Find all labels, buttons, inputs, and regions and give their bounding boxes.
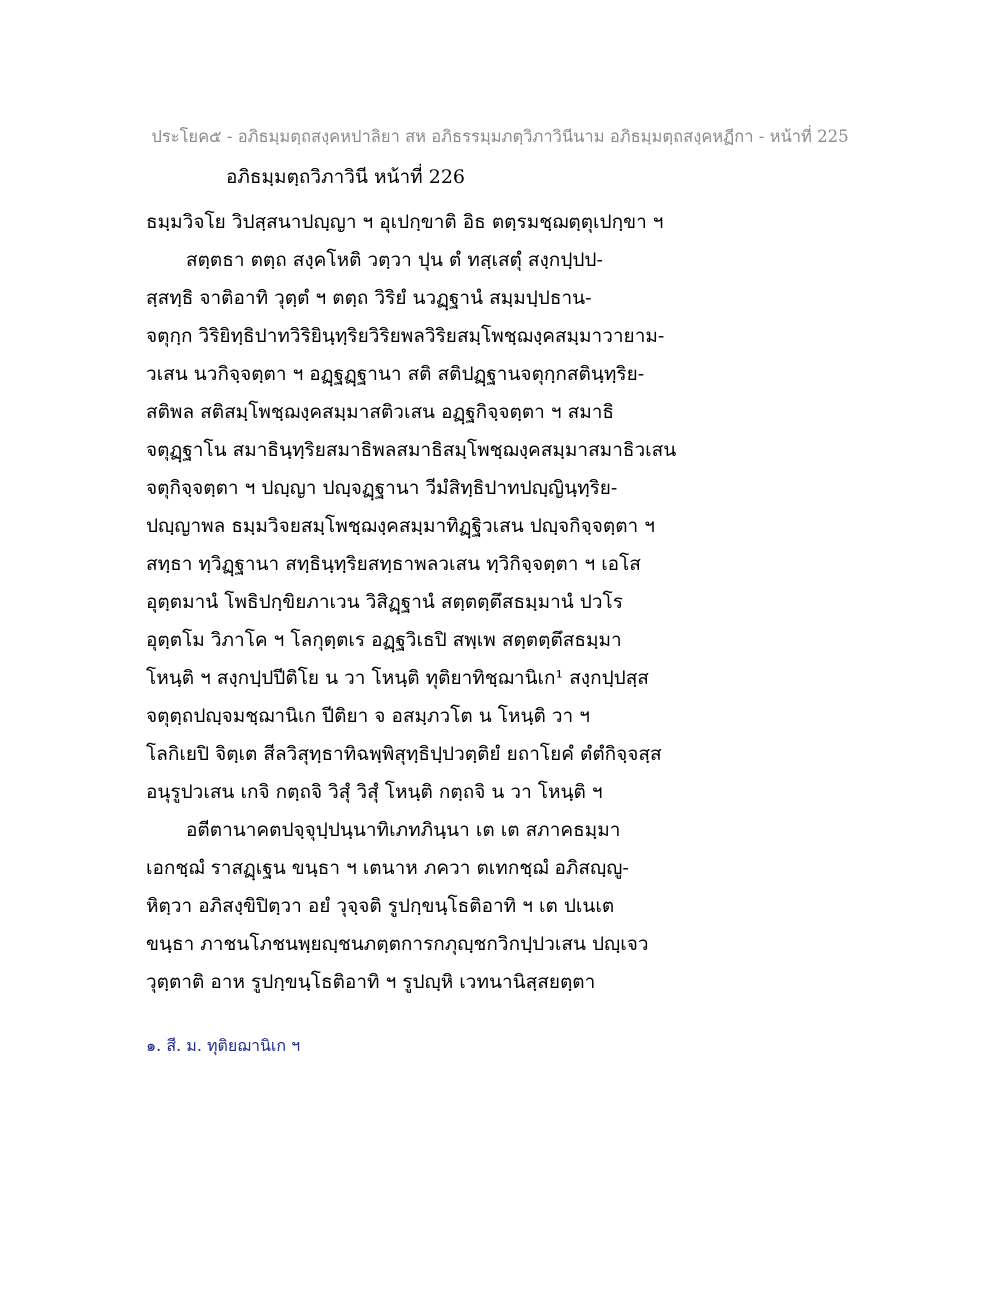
text-line: โลกิเยปิ จิตฺเต สีลวิสุทฺธาทิฉพฺพิสุทฺธิปฺปวตฺติยํ ยถาโยคํ ตํตํกิจฺจสฺส bbox=[146, 743, 662, 765]
text-line: วเสน นวกิจฺจตฺตา ฯ อฏฺฐฏฺฐานา สติ สติปฏฺฐานจตุกฺกสตินฺทฺริย- bbox=[146, 363, 645, 385]
footnote: ๑. สี. ม. ทุติยฌานิเก ฯ bbox=[146, 1036, 301, 1055]
page-heading: อภิธมฺมตฺถวิภาวินี หน้าที่ 226 bbox=[226, 166, 465, 188]
text-line: วุตฺตาติ อาห รูปกฺขนฺโธติอาทิ ฯ รูปญฺหิ เวทนานิสฺสยตฺตา bbox=[146, 971, 596, 993]
text-line: ธมฺมวิจโย วิปสฺสนาปญฺญา ฯ อุเปกฺขาติ อิธ ตตฺรมชฺฌตฺตุเปกฺขา ฯ bbox=[146, 211, 664, 233]
text-line: จตุตฺถปญฺจมชฺฌานิเก ปีติยา จ อสมฺภวโต น โหนฺติ วา ฯ bbox=[146, 705, 590, 727]
text-line: อุตฺตโม วิภาโค ฯ โลกุตฺตเร อฏฺฐวิเธปิ สพฺเพ สตฺตตฺตึสธมฺมา bbox=[146, 629, 622, 651]
text-line: จตุกิจฺจตฺตา ฯ ปญฺญา ปญฺจฏฺฐานา วีมํสิทฺธิปาทปญฺญินฺทฺริย- bbox=[146, 477, 618, 499]
text-line: ปญฺญาพล ธมฺมวิจยสมฺโพชฺฌงฺคสมฺมาทิฏฺฐิวเสน ปญฺจกิจฺจตฺตา ฯ bbox=[146, 515, 655, 537]
text-line: อุตฺตมานํ โพธิปกฺขิยภาเวน วิสิฏฺฐานํ สตฺตตฺตึสธมฺมานํ ปวโร bbox=[146, 591, 623, 613]
text-line: สตฺตธา ตตฺถ สงฺคโหติ วตฺวา ปุน ตํ ทสฺเสตุํ สงฺกปฺปป- bbox=[186, 249, 603, 271]
text-line: อตีตานาคตปจฺจุปฺปนฺนาทิเภทภินฺนา เต เต สภาคธมฺมา bbox=[186, 819, 621, 841]
text-line: อนุรูปวเสน เกจิ กตฺถจิ วิสุํ วิสุํ โหนฺติ กตฺถจิ น วา โหนฺติ ฯ bbox=[146, 781, 603, 803]
text-line: จตุฏฺฐาโน สมาธินฺทฺริยสมาธิพลสมาธิสมฺโพชฺฌงฺคสมฺมาสมาธิวเสน bbox=[146, 439, 677, 461]
text-line: สทฺธา ทฺวิฏฺฐานา สทฺธินฺทฺริยสทฺธาพลวเสน ทฺวิกิจฺจตฺตา ฯ เอโส bbox=[146, 553, 641, 575]
body-text bbox=[146, 203, 866, 1001]
text-line: สฺสทฺธิ จาติอาทิ วุตฺตํ ฯ ตตฺถ วิริยํ นวฏฺฐานํ สมฺมปฺปธาน- bbox=[146, 287, 592, 309]
text-line: โหนฺติ ฯ สงฺกปฺปปีติโย น วา โหนฺติ ทุติยาทิชฺฌานิเก¹ สงฺกปฺปสฺส bbox=[146, 667, 649, 689]
text-line: จตุกฺก วิริยิทฺธิปาทวิริยินฺทฺริยวิริยพลวิริยสมฺโพชฺฌงฺคสมฺมาวายาม- bbox=[146, 325, 665, 347]
text-line: สติพล สติสมฺโพชฺฌงฺคสมฺมาสติวเสน อฏฺฐกิจฺจตฺตา ฯ สมาธิ bbox=[146, 401, 614, 423]
text-line: หิตฺวา อภิสงฺขิปิตฺวา อยํ วุจฺจติ รูปกฺขนฺโธติอาทิ ฯ เต ปเนเต bbox=[146, 895, 615, 917]
text-line: เอกชฺฌํ ราสฏฺเฐน ขนฺธา ฯ เตนาห ภควา ตเทกชฺฌํ อภิสญฺญู- bbox=[146, 857, 629, 879]
text-line: ขนฺธา ภาชนโภชนพฺยญฺชนภตฺตการกภุญฺชกวิกปฺปวเสน ปญฺเจว bbox=[146, 933, 649, 955]
running-header: ประโยค๕ - อภิธมฺมตฺถสงฺคหปาลิยา สห อภิธรรมฺมภตฺวิภาวินีนาม อภิธมฺมตฺถสงฺคหฏีกา - หน้าที่ 225 bbox=[151, 127, 849, 146]
